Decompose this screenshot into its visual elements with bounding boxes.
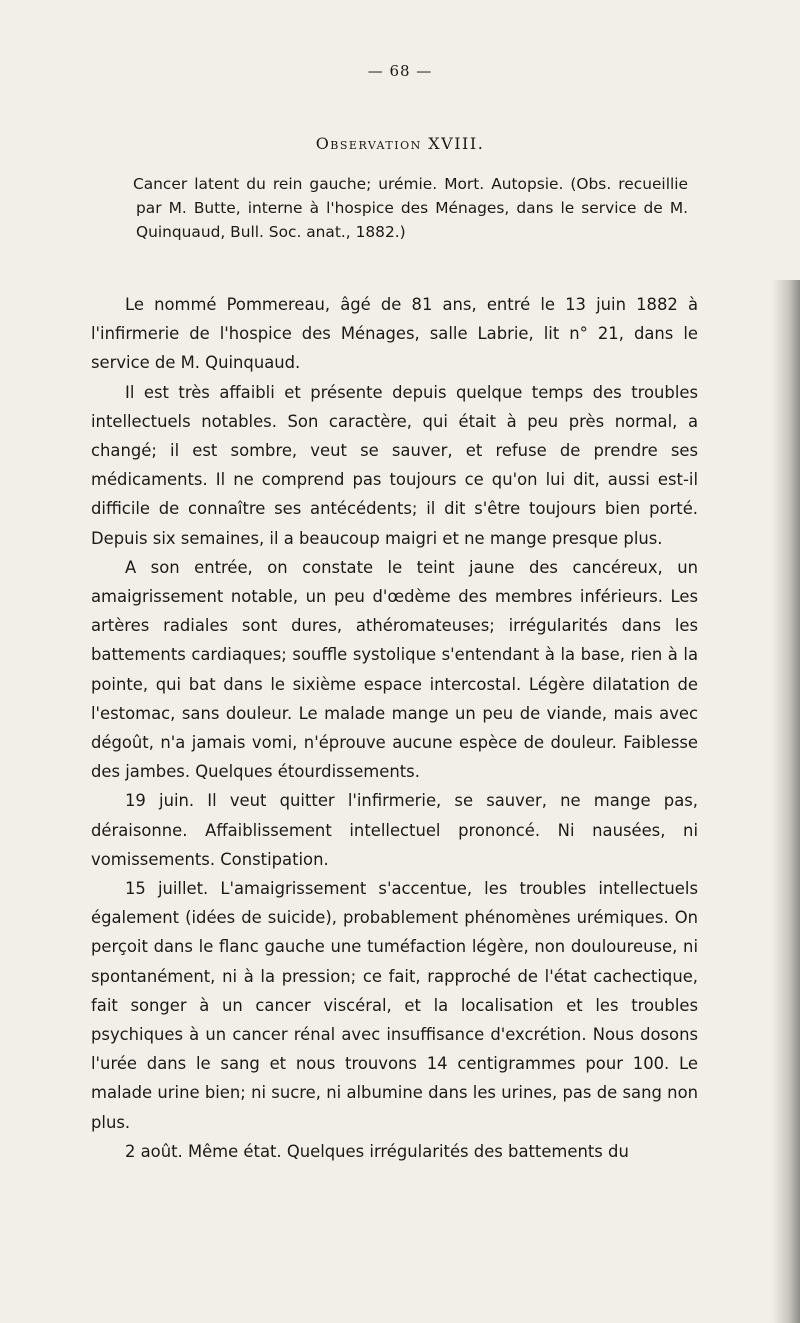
observation-heading: Observation XVIII. [315,134,485,153]
observation-summary [133,172,688,244]
observation-body [91,290,698,1166]
summary-text: Cancer latent du rein gauche; urémie. Mort. Autopsie. (Obs. recueillie par M. Butte, interne à l'hospice des Ménages, dans le service de M. Quinquaud, Bull. Soc. anat., 1882.) [133,175,688,241]
page-number: — 68 — [367,62,433,80]
paragraph: A son entrée, on constate le teint jaune des cancéreux, un amaigrissement notable, un peu d'œdème des membres inférieurs. Les artères radiales sont dures, athéromateuses; irrégularités dans les battements cardiaques; souffle systolique s'entendant à la base, rien à la pointe, qui bat dans le sixième espace intercostal. Légère dilatation de l'estomac, sans douleur. Le malade mange un peu de viande, mais avec dégoût, n'a jamais vomi, n'éprouve aucune espèce de douleur. Faiblesse des jambes. Quelques étourdissements. [91,557,698,782]
paragraph: 15 juillet. L'amaigrissement s'accentue, les troubles intellectuels également (idées de suicide), probablement phénomènes urémiques. On perçoit dans le flanc gauche une tuméfaction légère, non douloureuse, ni spontanément, ni à la pression; ce fait, rapproché de l'état cachectique, fait songer à un cancer viscéral, et la localisation et les troubles psychiques à un cancer rénal avec insuffisance d'excrétion. Nous dosons l'urée dans le sang et nous trouvons 14 centigrammes pour 100. Le malade urine bien; ni sucre, ni albumine dans les urines, pas de sang non plus. [91,879,698,1132]
paragraph: 19 juin. Il veut quitter l'infirmerie, se sauver, ne mange pas, déraisonne. Affaiblissement intellectuel prononcé. Ni nausées, ni vomissements. Constipation. [91,791,698,869]
paragraph: 2 août. Même état. Quelques irrégularités des battements du [125,1141,629,1161]
paragraph: Il est très affaibli et présente depuis quelque temps des troubles intellectuels notables. Son caractère, qui était à peu près normal, a changé; il est sombre, veut se sauver, et refuse de prendre ses médicaments. Il ne comprend pas toujours ce qu'on lui dit, aussi est-il difficile de connaître ses antécédents; il dit s'être toujours bien porté. Depuis six semaines, il a beaucoup maigri et ne mange presque plus. [91,382,698,548]
page-edge-shadow [772,280,800,1323]
paragraph: Le nommé Pommereau, âgé de 81 ans, entré le 13 juin 1882 à l'infirmerie de l'hospice des Ménages, salle Labrie, lit n° 21, dans le service de M. Quinquaud. [91,295,698,373]
